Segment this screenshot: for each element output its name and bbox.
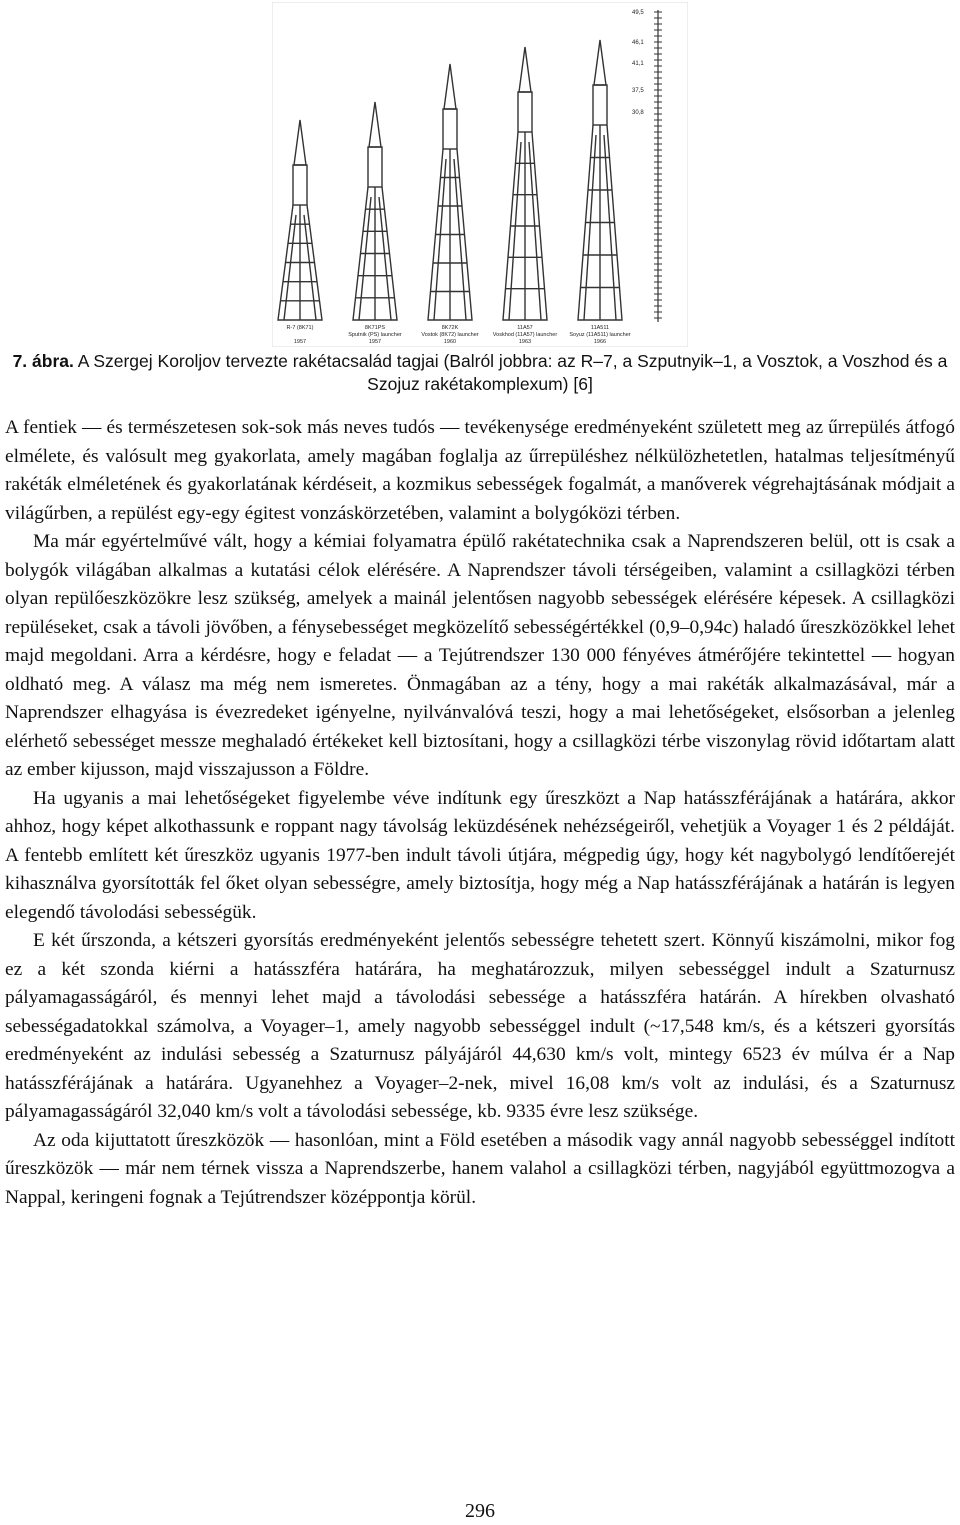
scale-label: 41,1 [632,61,644,67]
rocket-sub-label: Sputnik (PS) launcher [348,332,402,338]
rocket-year-label: 1957 [368,339,382,345]
rocket-sub-label: Voskhod (11A57) launcher [492,332,558,338]
rocket-year-label: 1960 [443,339,457,345]
rocket-name-label: 8K72K [441,325,459,331]
scale-label: 37,5 [632,88,644,94]
scale-label: 49,5 [632,10,644,16]
rocket-name-label: R-7 (8K71) [286,325,314,331]
rocket-year-label: 1963 [518,339,532,345]
paragraph: E két űrszonda, a kétszeri gyorsítás eredményeként jelentős sebességre tehetett szert. Könnyű kiszámolni, mikor fog ez a két szonda kiérni a hatásszféra határára, ha meghatározzuk, milyen sebességgel indult a Szaturnusz pályamagasságáról, és mennyi lehet majd a távolodási sebessége a hatásszféra határán. A hírekben olvasható sebességadatokkal számolva, a Voyager–1, amely nagyobb sebességgel indult (~17,548 km/s, és a kétszeri gyorsítás eredményeként az indulási sebesség a Szaturnusz pályájáról 44,630 km/s volt, mintegy 6523 év múlva ér a Nap hatásszférájának a határára. Ugyanehhez a Voyager–2-nek, mivel 16,08 km/s volt az indulási, és a Szaturnusz pályamagasságáról 32,040 km/s volt a távolodási sebessége, kb. 9335 évre lesz szüksége. [5,930,955,1122]
rocket-year-label: 1966 [593,339,607,345]
figure-label: 7. ábra. [12,351,74,371]
page-number: 296 [465,1500,495,1522]
rocket-name-label: 8K71PS [364,325,386,331]
body-text [5,414,955,1212]
rocket-sub-label: Soyuz (11A511) launcher [569,332,631,338]
rocket-name-label: 11A57 [517,325,533,331]
paragraph: Az oda kijuttatott űreszközök ― hasonlóan, mint a Föld esetében a második vagy annál nagyobb sebességgel indított űreszközök ― már nem térnek vissza a Naprendszerbe, hanem valahol a csillagközi térben, nagyjából együttmozogva a Nappal, keringeni fognak a Tejútrendszer középpontja körül. [5,1129,955,1208]
figure-caption-text: A Szergej Koroljov tervezte rakétacsalád tagjai (Balról jobbra: az R–7, a Szputnyik–1, a Vosztok, a Voszhod és a Szojuz rakétakomplexum) [6] [73,351,948,394]
rocket-sub-label: Vostok (8K72) launcher [421,332,479,338]
rocket-family-figure [272,2,688,347]
paragraph: Ma már egyértelművé vált, hogy a kémiai folyamatra épülő rakétatechnika csak a Naprendszeren belül, ott is csak a bolygók világában alkalmas a kutatási célok elérésére. A Naprendszer távoli térségeiben, valamint a csillagközi térben olyan repülőeszközökre lesz szükség, amelyek a mainál jelentősen nagyobb sebességek elérésére képesek. A csillagközi repüléseket, csak a távoli jövőben, a fénysebességet megközelítő sebességértékkel (0,9–0,94c) haladó űreszközökkel lehet majd megoldani. Arra a kérdésre, hogy e feladat ― a Tejútrendszer 130 000 fényéves átmérőjére tekintettel ― hogyan oldható meg. A válasz ma még nem ismeretes. Önmagában az a tény, hogy a mai rakéták alkalmazásával, már a Naprendszer elhagyása is évezredeket igényelne, nyilvánvalóvá teszi, hogy a mai lehetőségeket, elsősorban a jelenleg elérhető sebességet messze meghaladó értékeket kell biztosítani, hogy a csillagközi térbe viszonylag rövid időtartam alatt az ember kijusson, majd visszajusson a Földre. [5,531,955,780]
rocket-year-label: 1957 [293,339,307,345]
figure-caption [0,350,960,396]
rocket-name-label: 11A511 [590,325,610,331]
scale-label: 46,1 [632,40,644,46]
scale-label: 30,8 [632,110,644,116]
paragraph: A fentiek ― és természetesen sok-sok más neves tudós ― tevékenysége eredményeként született meg az űrrepülés átfogó elmélete, és valósult meg gyakorlata, amely magában foglalja az űrrepüléshez nélkülözhetetlen, hatalmas teljesítményű rakéták elméletének és gyakorlatának kérdéseit, a kozmikus sebességek fogalmát, a manőverek végrehajtásának módjait a világűrben, a repülést egy-egy égitest vonzáskörzetében, valamint a bolygóközi térben. [5,417,955,524]
paragraph: Ha ugyanis a mai lehetőségeket figyelembe véve indítunk egy űreszközt a Nap hatásszférájának a határára, akkor ahhoz, hogy képet alkothassunk e roppant nagy távolság leküzdésének nehézségeiről, vehetjük a Voyager 1 és 2 példáját. A fentebb említett két űreszköz ugyanis 1977-ben indult távoli útjára, mégpedig úgy, hogy két nagybolygó lendítőerejét kihasználva gyorsították fel őket olyan sebességre, amely biztosítja, hogy még a Nap hatásszférájának a határán is legyen elegendő távolodási sebességük. [5,787,955,923]
